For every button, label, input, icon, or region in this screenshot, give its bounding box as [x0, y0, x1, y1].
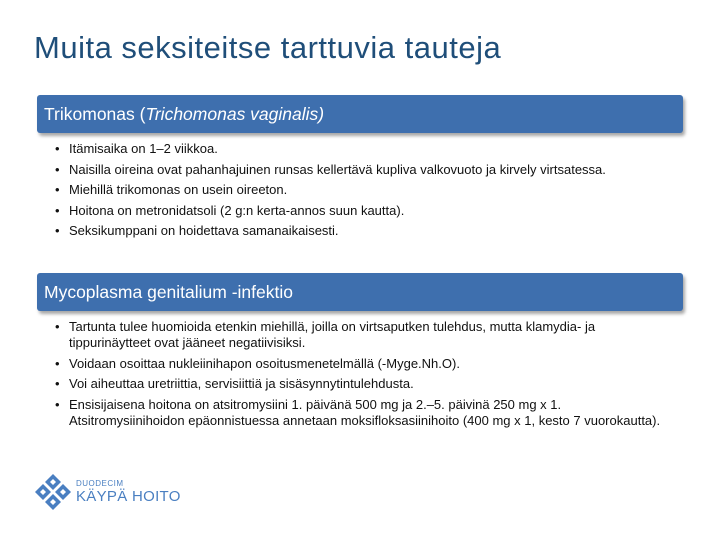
section-header-italic: Trichomonas vaginalis)	[145, 103, 325, 124]
kaypa-hoito-logo	[33, 472, 181, 512]
section-header-trikomonas	[37, 95, 683, 133]
slide-title: Muita seksiteitse tarttuvia tauteja	[34, 30, 502, 65]
list-item: • Itämisaika on 1–2 viikkoa.	[55, 141, 655, 157]
list-item: • Voidaan osoittaa nukleiinihapon osoitusmenetelmällä (-Myge.Nh.O).	[55, 356, 665, 372]
list-item: • Hoitona on metronidatsoli (2 g:n kerta-annos suun kautta).	[55, 203, 655, 219]
section-header-mycoplasma	[37, 273, 683, 311]
logo-big-text: KÄYPÄ HOITO	[76, 488, 181, 505]
list-item: • Tartunta tulee huomioida etenkin miehillä, joilla on virtsaputken tulehdus, mutta klamydia- ja tippurinäytteet ovat jääneet negatiivisiksi.	[55, 319, 665, 351]
section-header-text: Trikomonas (	[44, 103, 146, 124]
list-item: • Ensisijaisena hoitona on atsitromysiini 1. päivänä 500 mg ja 2.–5. päivinä 250 mg x 1. Atsitromysiinihoidon epäonnistuessa annetaan moksifloksasiinihoito (400 mg x 1, kesto 7 vuorokautta).	[55, 397, 665, 429]
logo-small-text: DUODECIM	[76, 479, 124, 488]
diamond-logo-icon	[33, 472, 73, 512]
list-item: • Seksikumppani on hoidettava samanaikaisesti.	[55, 223, 655, 239]
section-header-text: Mycoplasma genitalium -infektio	[44, 281, 293, 302]
list-item: • Miehillä trikomonas on usein oireeton.	[55, 182, 655, 198]
bullet-list-trikomonas	[55, 141, 655, 244]
list-item: • Naisilla oireina ovat pahanhajuinen runsas kellertävä kupliva valkovuoto ja kirvely virtsatessa.	[55, 162, 655, 178]
bullet-list-mycoplasma	[55, 319, 665, 433]
list-item: • Voi aiheuttaa uretriittia, servisiittiä ja sisäsynnytintulehdusta.	[55, 376, 665, 392]
